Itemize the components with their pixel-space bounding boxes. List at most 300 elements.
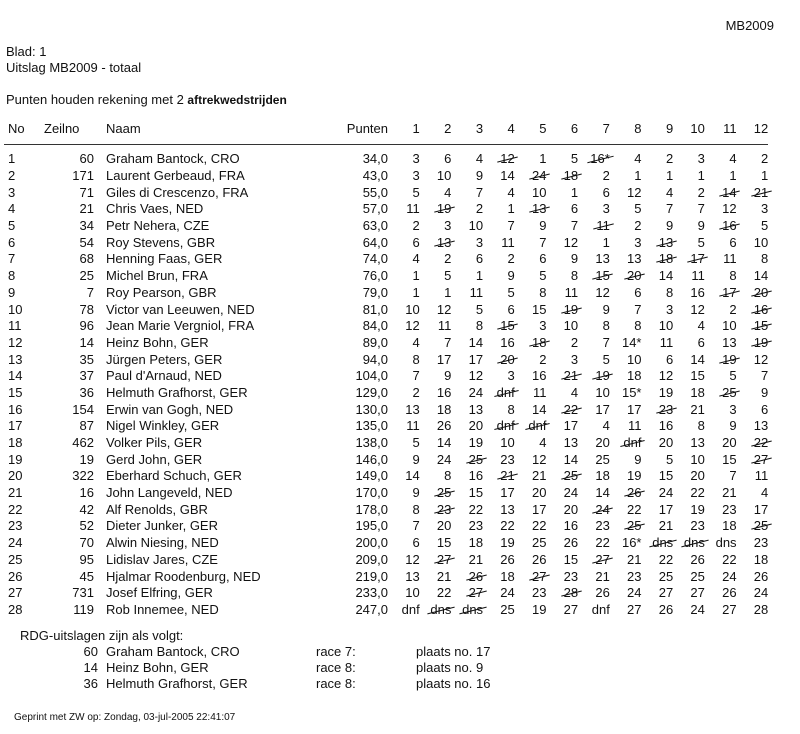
race-result: 1 xyxy=(444,284,452,300)
race-result-cell xyxy=(451,401,483,418)
race-result-cell xyxy=(546,301,578,318)
race-result-cell xyxy=(705,385,737,402)
race-result-cell xyxy=(420,285,452,302)
race-result: 5 xyxy=(729,368,737,384)
race-result: 6 xyxy=(475,251,484,267)
race-result-cell xyxy=(388,285,420,302)
race-result-cell xyxy=(610,368,642,385)
race-result-cell xyxy=(705,268,737,285)
race-result-cell xyxy=(737,268,769,285)
discarded-result: dnf xyxy=(496,418,515,434)
race-result-cell xyxy=(515,301,547,318)
race-result-cell xyxy=(483,301,515,318)
race-result-cell xyxy=(546,435,578,452)
name-cell: Hjalmar Roodenburg, NED xyxy=(106,568,261,584)
discarded-result: 11 xyxy=(596,218,610,234)
name-cell: Helmuth Grafhorst, GER xyxy=(106,384,248,400)
race-result: 9 xyxy=(729,418,737,434)
race-result-cell xyxy=(673,184,705,201)
race-result: 12 xyxy=(436,301,452,317)
race-result-cell xyxy=(737,285,769,302)
race-result-cell xyxy=(420,145,452,168)
discarded-result: 17 xyxy=(722,284,737,300)
rank-cell: 12 xyxy=(8,334,23,350)
race-result: 3 xyxy=(602,201,610,217)
name-cell: Giles di Crescenzo, FRA xyxy=(106,184,249,200)
race-result: 20 xyxy=(436,518,452,534)
race-result-cell xyxy=(515,568,547,585)
race-result-cell xyxy=(451,201,483,218)
race-result-cell xyxy=(673,535,705,552)
name-cell: Erwin van Gogh, NED xyxy=(106,401,234,417)
race-result-cell xyxy=(515,451,547,468)
race-result-cell xyxy=(642,234,674,251)
race-result-cell xyxy=(737,351,769,368)
discarded-result: 25 xyxy=(722,384,737,400)
race-result-cell xyxy=(642,218,674,235)
race-result: 15 xyxy=(658,468,674,484)
column-header-race-5: 5 xyxy=(515,114,547,145)
race-result: 22 xyxy=(627,501,642,517)
race-result: 5 xyxy=(412,435,420,451)
race-result: 22 xyxy=(595,535,610,551)
race-result: 3 xyxy=(665,301,674,317)
race-result: 4 xyxy=(602,418,610,434)
race-result-cell xyxy=(546,184,578,201)
subtitle-text: Punten houden rekening met 2 xyxy=(6,92,188,107)
rank-cell: 25 xyxy=(8,551,23,567)
column-header-race-2: 2 xyxy=(420,114,452,145)
race-result-cell xyxy=(483,251,515,268)
race-result-cell xyxy=(642,485,674,502)
points-cell: 149,0 xyxy=(355,468,388,484)
race-result-cell xyxy=(673,335,705,352)
race-result: 25 xyxy=(595,451,610,467)
race-result: 2 xyxy=(570,334,579,350)
race-result-cell xyxy=(673,145,705,168)
race-result: dns xyxy=(715,535,737,551)
race-result-cell xyxy=(578,368,610,385)
race-result: 9 xyxy=(507,268,515,284)
discarded-result: 23 xyxy=(436,501,452,517)
race-result-cell xyxy=(451,268,483,285)
race-result: 27 xyxy=(627,601,642,617)
rank-cell: 22 xyxy=(8,501,23,517)
race-result: 13 xyxy=(405,568,420,584)
rdg-place: plaats no. 9 xyxy=(416,659,484,675)
race-result-cell xyxy=(420,301,452,318)
discarded-result: 22 xyxy=(753,435,769,451)
race-result: 18 xyxy=(500,568,515,584)
race-result-cell xyxy=(515,201,547,218)
race-result: 11 xyxy=(469,284,484,300)
race-result-cell xyxy=(737,568,769,585)
name-cell: Jean Marie Vergniol, FRA xyxy=(106,318,255,334)
sail-number-cell: 462 xyxy=(72,435,94,451)
race-result-cell xyxy=(420,351,452,368)
race-result-cell xyxy=(388,418,420,435)
document-code: MB2009 xyxy=(725,18,774,33)
race-result: 21 xyxy=(531,468,547,484)
race-result: 22 xyxy=(722,551,737,567)
race-result-cell xyxy=(673,468,705,485)
race-result: 2 xyxy=(761,151,769,167)
name-cell: Gerd John, GER xyxy=(106,451,203,467)
race-result: 8 xyxy=(412,501,420,517)
discarded-result: 27 xyxy=(468,585,484,601)
race-result-cell xyxy=(451,435,483,452)
race-result: 15 xyxy=(436,535,452,551)
race-result-cell xyxy=(420,451,452,468)
race-result: 15* xyxy=(621,384,642,400)
race-result-cell xyxy=(610,218,642,235)
race-result: 9 xyxy=(444,368,452,384)
discarded-result: 16 xyxy=(722,218,737,234)
subtitle-bold-text: aftrekwedstrijden xyxy=(187,93,287,107)
page-title: Uitslag MB2009 - totaal xyxy=(6,60,142,75)
race-result-cell xyxy=(578,418,610,435)
race-result: 14 xyxy=(563,451,579,467)
sail-number-cell: 35 xyxy=(79,351,94,367)
race-result: 27 xyxy=(722,601,737,617)
race-result-cell xyxy=(610,451,642,468)
race-result-cell xyxy=(705,485,737,502)
race-result: 6 xyxy=(761,401,769,417)
race-result: 23 xyxy=(690,518,705,534)
name-cell: John Langeveld, NED xyxy=(106,485,233,501)
race-result: 4 xyxy=(475,151,484,167)
race-result: 20 xyxy=(690,468,705,484)
race-result: 3 xyxy=(507,368,515,384)
race-result-cell xyxy=(515,468,547,485)
race-result: 27 xyxy=(690,585,705,601)
race-result-cell xyxy=(673,301,705,318)
column-header-race-4: 4 xyxy=(483,114,515,145)
race-result: 23 xyxy=(722,501,737,517)
race-result-cell xyxy=(483,268,515,285)
race-result-cell xyxy=(546,585,578,602)
race-result: 13 xyxy=(595,251,610,267)
race-result: 17 xyxy=(436,351,452,367)
race-result: 7 xyxy=(412,518,420,534)
rdg-race: race 7: xyxy=(316,643,356,659)
name-cell: Heinz Bohn, GER xyxy=(106,334,209,350)
race-result-cell xyxy=(546,568,578,585)
race-result: 2 xyxy=(697,184,705,200)
rank-cell: 9 xyxy=(8,284,16,300)
race-result-cell xyxy=(451,585,483,602)
race-result-cell xyxy=(673,385,705,402)
race-result: 6 xyxy=(444,151,452,167)
race-result: 14 xyxy=(468,334,484,350)
race-result-cell xyxy=(420,318,452,335)
race-result: 13 xyxy=(753,418,769,434)
race-result-cell xyxy=(515,285,547,302)
table-row xyxy=(4,385,768,402)
race-result: 8 xyxy=(570,268,579,284)
race-result: 10 xyxy=(658,318,674,334)
race-result: 25 xyxy=(658,568,674,584)
race-result: 17 xyxy=(753,501,769,517)
column-header-race-9: 9 xyxy=(642,114,674,145)
name-cell: Roy Pearson, GBR xyxy=(106,284,217,300)
race-result-cell xyxy=(610,518,642,535)
race-result-cell xyxy=(420,518,452,535)
race-result-cell xyxy=(515,335,547,352)
sail-number-cell: 34 xyxy=(79,218,94,234)
race-result: 24 xyxy=(690,601,705,617)
points-cell: 247,0 xyxy=(355,601,388,617)
race-result: 26 xyxy=(658,601,674,617)
race-result-cell xyxy=(642,501,674,518)
race-result-cell xyxy=(515,418,547,435)
race-result-cell xyxy=(483,435,515,452)
sail-number-cell: 171 xyxy=(72,168,94,184)
race-result-cell xyxy=(705,535,737,552)
race-result: 3 xyxy=(570,351,579,367)
race-result: 2 xyxy=(412,384,420,400)
race-result-cell xyxy=(451,535,483,552)
race-result-cell xyxy=(388,468,420,485)
race-result-cell xyxy=(515,485,547,502)
race-result: 14 xyxy=(405,468,420,484)
discarded-result: 13 xyxy=(531,201,547,217)
race-result: 26 xyxy=(500,551,515,567)
race-result: 16 xyxy=(563,518,579,534)
race-result: 12 xyxy=(405,318,420,334)
table-row xyxy=(4,568,768,585)
rdg-name: Graham Bantock, CRO xyxy=(106,643,240,659)
race-result-cell xyxy=(515,268,547,285)
discarded-result: 25 xyxy=(563,468,579,484)
race-result: 8 xyxy=(697,418,705,434)
name-cell: Dieter Junker, GER xyxy=(106,518,218,534)
race-result-cell xyxy=(737,234,769,251)
race-result-cell xyxy=(673,518,705,535)
race-result-cell xyxy=(483,145,515,168)
name-cell: Jürgen Peters, GER xyxy=(106,351,223,367)
race-result: 11 xyxy=(532,384,547,400)
race-result-cell xyxy=(642,268,674,285)
points-cell: 89,0 xyxy=(362,334,388,350)
rdg-name: Heinz Bohn, GER xyxy=(106,659,209,675)
table-row xyxy=(4,585,768,602)
race-result: 7 xyxy=(475,184,484,200)
race-result: 4 xyxy=(444,184,452,200)
race-result: 7 xyxy=(539,234,547,250)
discarded-result: 27 xyxy=(595,551,610,567)
race-result: 13 xyxy=(500,501,515,517)
name-cell: Chris Vaes, NED xyxy=(106,201,204,217)
race-result-cell xyxy=(388,501,420,518)
race-result: 6 xyxy=(412,234,420,250)
race-result-cell xyxy=(420,251,452,268)
race-result-cell xyxy=(673,401,705,418)
race-result: 2 xyxy=(729,301,737,317)
race-result: 9 xyxy=(761,384,769,400)
race-result: 8 xyxy=(507,401,515,417)
race-result: 17 xyxy=(563,418,579,434)
race-result-cell xyxy=(451,145,483,168)
race-result: 3 xyxy=(697,151,705,167)
race-result-cell xyxy=(578,435,610,452)
table-row xyxy=(4,468,768,485)
race-result-cell xyxy=(515,518,547,535)
points-cell: 129,0 xyxy=(355,384,388,400)
race-result-cell xyxy=(578,518,610,535)
race-result-cell xyxy=(642,301,674,318)
race-result: 11 xyxy=(564,284,579,300)
discarded-result: dns xyxy=(430,601,452,617)
name-cell: Josef Elfring, GER xyxy=(106,585,213,601)
race-result: 24 xyxy=(468,384,484,400)
discarded-result: 25 xyxy=(468,451,484,467)
race-result: 26 xyxy=(722,585,737,601)
race-result-cell xyxy=(483,335,515,352)
table-row xyxy=(4,518,768,535)
race-result-cell xyxy=(451,168,483,185)
rank-cell: 11 xyxy=(8,318,22,334)
race-result-cell xyxy=(737,318,769,335)
race-result-cell xyxy=(388,168,420,185)
points-cell: 57,0 xyxy=(362,201,388,217)
race-result: 12 xyxy=(690,301,705,317)
race-result: 7 xyxy=(412,368,420,384)
race-result: 21 xyxy=(658,518,674,534)
rank-cell: 19 xyxy=(8,451,23,467)
race-result-cell xyxy=(610,268,642,285)
race-result-cell xyxy=(578,602,610,619)
table-row xyxy=(4,485,768,502)
race-result-cell xyxy=(705,501,737,518)
race-result: 1 xyxy=(539,151,547,167)
race-result: 12 xyxy=(468,368,484,384)
rdg-table xyxy=(20,643,490,691)
points-cell: 43,0 xyxy=(362,168,388,184)
race-result-cell xyxy=(483,585,515,602)
race-result-cell xyxy=(546,468,578,485)
race-result-cell xyxy=(673,234,705,251)
race-result: 22 xyxy=(531,518,547,534)
race-result-cell xyxy=(483,568,515,585)
table-row xyxy=(4,218,768,235)
name-cell: Eberhard Schuch, GER xyxy=(106,468,242,484)
race-result-cell xyxy=(737,145,769,168)
race-result: 1 xyxy=(507,201,515,217)
race-result: 1 xyxy=(412,284,420,300)
race-result-cell xyxy=(420,501,452,518)
race-result-cell xyxy=(610,552,642,569)
table-row xyxy=(4,251,768,268)
race-result: 6 xyxy=(412,535,420,551)
race-result: 22 xyxy=(690,485,705,501)
points-cell: 34,0 xyxy=(362,151,388,167)
race-result: 1 xyxy=(475,268,484,284)
race-result-cell xyxy=(737,585,769,602)
sail-number-cell: 52 xyxy=(79,518,94,534)
race-result: 3 xyxy=(539,318,547,334)
race-result-cell xyxy=(610,145,642,168)
race-result: 4 xyxy=(697,318,705,334)
discarded-result: 15 xyxy=(500,318,515,334)
race-result-cell xyxy=(420,468,452,485)
race-result-cell xyxy=(546,368,578,385)
race-result: 8 xyxy=(475,318,484,334)
race-result: 13 xyxy=(563,435,579,451)
race-result: 21 xyxy=(468,551,484,567)
race-result: 18 xyxy=(595,468,610,484)
race-result-cell xyxy=(451,285,483,302)
race-result: 22 xyxy=(436,585,452,601)
race-result-cell xyxy=(451,602,483,619)
race-result-cell xyxy=(515,552,547,569)
race-result-cell xyxy=(546,401,578,418)
race-result-cell xyxy=(673,268,705,285)
race-result: 12 xyxy=(722,201,737,217)
race-result-cell xyxy=(420,201,452,218)
race-result-cell xyxy=(420,435,452,452)
race-result-cell xyxy=(420,552,452,569)
race-result-cell xyxy=(451,552,483,569)
race-result-cell xyxy=(388,351,420,368)
discarded-result: 26 xyxy=(468,568,484,584)
race-result-cell xyxy=(610,234,642,251)
name-cell: Victor van Leeuwen, NED xyxy=(106,301,255,317)
race-result-cell xyxy=(610,184,642,201)
race-result: 26 xyxy=(531,551,547,567)
race-result: 14* xyxy=(621,334,642,350)
race-result: 15 xyxy=(468,485,484,501)
name-cell: Lidislav Jares, CZE xyxy=(106,551,218,567)
rdg-sail-number: 36 xyxy=(83,675,98,691)
race-result: 21 xyxy=(627,551,642,567)
race-result: 24 xyxy=(753,585,769,601)
sail-number-cell: 21 xyxy=(79,201,94,217)
race-result-cell xyxy=(737,368,769,385)
discarded-result: 19 xyxy=(753,334,769,350)
discarded-result: 20 xyxy=(500,351,515,367)
race-result: 2 xyxy=(634,218,642,234)
race-result-cell xyxy=(483,401,515,418)
column-header-naam: Naam xyxy=(94,114,332,145)
race-result: 2 xyxy=(507,251,515,267)
race-result-cell xyxy=(546,501,578,518)
race-result: 23 xyxy=(500,451,515,467)
rank-cell: 15 xyxy=(8,384,23,400)
race-result-cell xyxy=(483,501,515,518)
discarded-result: 27 xyxy=(753,451,769,467)
race-result-cell xyxy=(515,251,547,268)
race-result: 11 xyxy=(437,318,452,334)
race-result: 7 xyxy=(602,334,610,350)
race-result-cell xyxy=(642,184,674,201)
race-result-cell xyxy=(483,201,515,218)
race-result-cell xyxy=(420,234,452,251)
table-row xyxy=(4,368,768,385)
race-result-cell xyxy=(451,218,483,235)
race-result: 16 xyxy=(531,368,547,384)
sail-number-cell: 25 xyxy=(79,268,94,284)
race-result-cell xyxy=(705,518,737,535)
points-cell: 138,0 xyxy=(355,435,388,451)
discarded-result: 18 xyxy=(531,334,547,350)
race-result: 7 xyxy=(665,201,674,217)
race-result-cell xyxy=(642,552,674,569)
discarded-result: dnf xyxy=(623,435,642,451)
points-cell: 74,0 xyxy=(362,251,388,267)
points-cell: 94,0 xyxy=(362,351,388,367)
race-result-cell xyxy=(673,451,705,468)
